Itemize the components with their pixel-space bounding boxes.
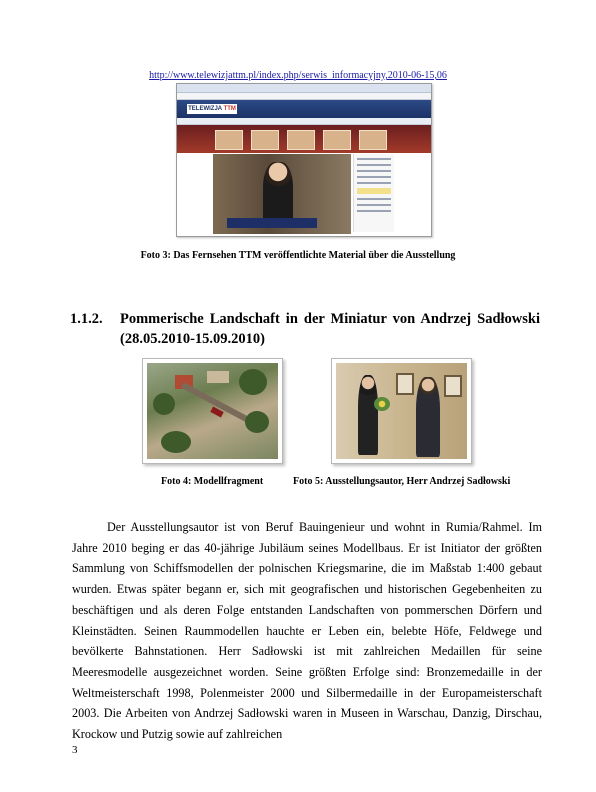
figure5-caption: Foto 5: Ausstellungsautor, Herr Andrzej Sadłowski: [293, 476, 511, 487]
photo-model-fragment: [142, 358, 283, 464]
body-text: [72, 517, 542, 745]
section-title: Pommerische Landschaft in der Miniatur von Andrzej Sadłowski: [120, 311, 540, 327]
site-photo-strip: [177, 125, 431, 153]
interviewee-figure: [263, 162, 293, 224]
figure3-caption: Foto 3: Das Fernsehen TTM veröffentlichte Material über die Ausstellung: [140, 250, 456, 261]
browser-titlebar: [177, 84, 431, 93]
source-url-link[interactable]: http://www.telewizjattm.pl/index.php/serwis_informacyjny,2010-06-15,06: [149, 70, 447, 81]
site-logo: [187, 104, 237, 114]
site-banner: [177, 100, 431, 118]
site-sidebar: [353, 154, 394, 232]
browser-address-bar: [177, 93, 431, 100]
tv-website-screenshot: [176, 83, 432, 237]
page-number: 3: [72, 744, 78, 756]
photo-exhibition-author: [331, 358, 472, 464]
site-logo-text: TELEWIZJA: [188, 106, 222, 112]
site-logo-accent: TTM: [223, 106, 236, 112]
section-heading: [70, 309, 540, 349]
section-dates: (28.05.2010-15.09.2010): [120, 331, 265, 347]
figure4-caption: Foto 4: Modellfragment: [161, 476, 264, 487]
body-paragraph: Der Ausstellungsautor ist von Beruf Bauingenieur und wohnt in Rumia/Rahmel. Im Jahre 2010 beging er das 40-jährige Jubiläum seines Modellbaus. Er ist Initiator der größten Sammlung von Schiffsmodellen der polnischen Kriegsmarine, die im Maßstab 1:400 gebaut wurden. Etwas später begann er, sich mit geografischen und historischen Gegebenheiten zu beschäftigen und als deren Folge entstanden Landschaften von pommerschen Dörfern und Kleinstädten. Seinen Raummodellen hauchte er Leben ein, belebte Höfe, Feldwege und bevölkerte Bahnstationen. Herr Sadłowski ist mit zahlreichen Medaillen für seine Meeresmodelle ausgezeichnet worden. Seine größten Erfolge sind: Bronzemedaille in der Weltmeisterschaft 1998, Polenmeister 2000 und Silbermedaille in der Europameisterschaft 2003. Die Arbeiten von Andrzej Sadłowski waren in Museen in Warschau, Danzig, Dirschau, Krockow und Putzig sowie auf zahlreichen: [72, 520, 542, 742]
video-name-bar: [227, 218, 317, 228]
site-menu: [177, 118, 431, 125]
section-number: 1.1.2.: [70, 311, 103, 327]
video-frame: [213, 154, 351, 234]
